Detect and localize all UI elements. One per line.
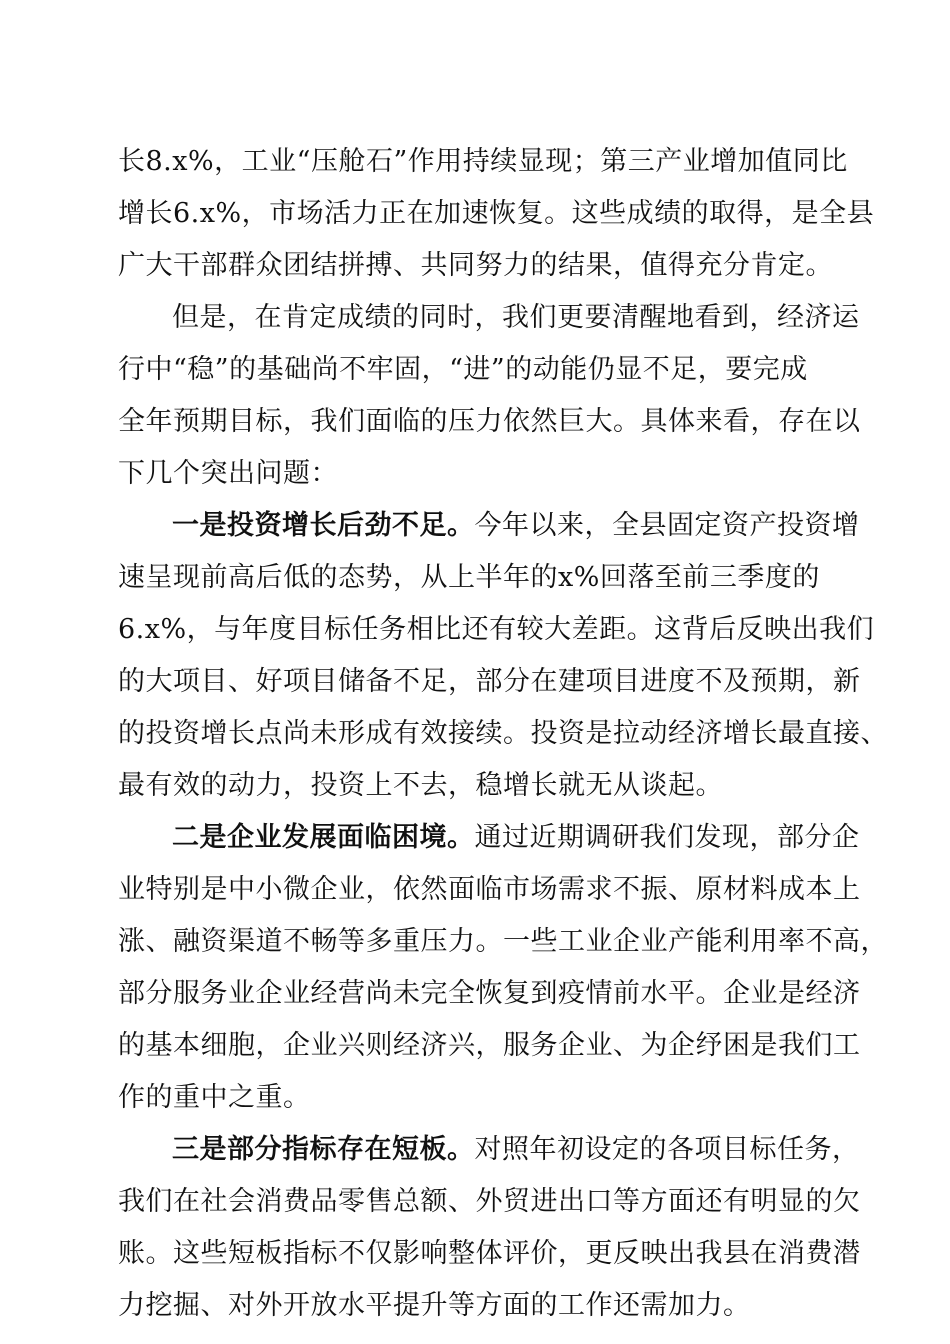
paragraph-indicator-issue bbox=[118, 1124, 861, 1332]
text-line: 最有效的动力，投资上不去，稳增长就无从谈起。 bbox=[118, 770, 723, 801]
text-line bbox=[118, 500, 860, 552]
document-body bbox=[118, 136, 888, 1332]
text-line: 的投资增长点尚未形成有效接续。投资是拉动经济增长最直接、 bbox=[118, 718, 888, 749]
text-line: 但是，在肯定成绩的同时，我们更要清醒地看到，经济运 bbox=[172, 302, 860, 333]
text-line: 广大干部群众团结拼搏、共同努力的结果，值得充分肯定。 bbox=[118, 250, 833, 281]
text-line: 我们在社会消费品零售总额、外贸进出口等方面还有明显的欠 bbox=[118, 1186, 861, 1217]
issue-heading: 三是部分指标存在短板。 bbox=[172, 1134, 475, 1165]
text-run: 对照年初设定的各项目标任务， bbox=[474, 1134, 860, 1165]
text-line: 6.x%，与年度目标任务相比还有较大差距。这背后反映出我们 bbox=[118, 614, 875, 645]
text-run: 今年以来，全县固定资产投资增 bbox=[474, 510, 860, 541]
text-line: 账。这些短板指标不仅影响整体评价，更反映出我县在消费潜 bbox=[118, 1238, 861, 1269]
issue-heading: 二是企业发展面临困境。 bbox=[172, 822, 475, 853]
text-line: 增长6.x%，市场活力正在加速恢复。这些成绩的取得，是全县 bbox=[118, 198, 875, 229]
text-line: 长8.x%，工业“压舱石”作用持续显现；第三产业增加值同比 bbox=[118, 146, 848, 177]
paragraph-achievements-continued bbox=[118, 136, 875, 292]
text-line: 的大项目、好项目储备不足，部分在建项目进度不及预期，新 bbox=[118, 666, 861, 697]
text-line: 涨、融资渠道不畅等多重压力。一些工业企业产能利用率不高， bbox=[118, 926, 888, 957]
issue-heading: 一是投资增长后劲不足。 bbox=[172, 510, 475, 541]
text-line: 速呈现前高后低的态势，从上半年的x%回落至前三季度的 bbox=[118, 562, 820, 593]
paragraph-investment-issue bbox=[118, 500, 888, 812]
text-line bbox=[118, 1124, 860, 1176]
paragraph-enterprise-issue bbox=[118, 812, 888, 1124]
text-line: 力挖掘、对外开放水平提升等方面的工作还需加力。 bbox=[118, 1290, 751, 1321]
text-line: 业特别是中小微企业，依然面临市场需求不振、原材料成本上 bbox=[118, 874, 861, 905]
text-line: 下几个突出问题： bbox=[118, 458, 338, 489]
text-line: 行中“稳”的基础尚不牢固，“进”的动能仍显不足，要完成 bbox=[118, 354, 808, 385]
text-line: 作的重中之重。 bbox=[118, 1082, 311, 1113]
paragraph-problems-intro bbox=[118, 292, 861, 500]
text-line: 的基本细胞，企业兴则经济兴，服务企业、为企纾困是我们工 bbox=[118, 1030, 861, 1061]
text-run: 通过近期调研我们发现，部分企 bbox=[474, 822, 860, 853]
text-line: 部分服务业企业经营尚未完全恢复到疫情前水平。企业是经济 bbox=[118, 978, 861, 1009]
text-line bbox=[118, 812, 860, 864]
text-line: 全年预期目标，我们面临的压力依然巨大。具体来看，存在以 bbox=[118, 406, 861, 437]
